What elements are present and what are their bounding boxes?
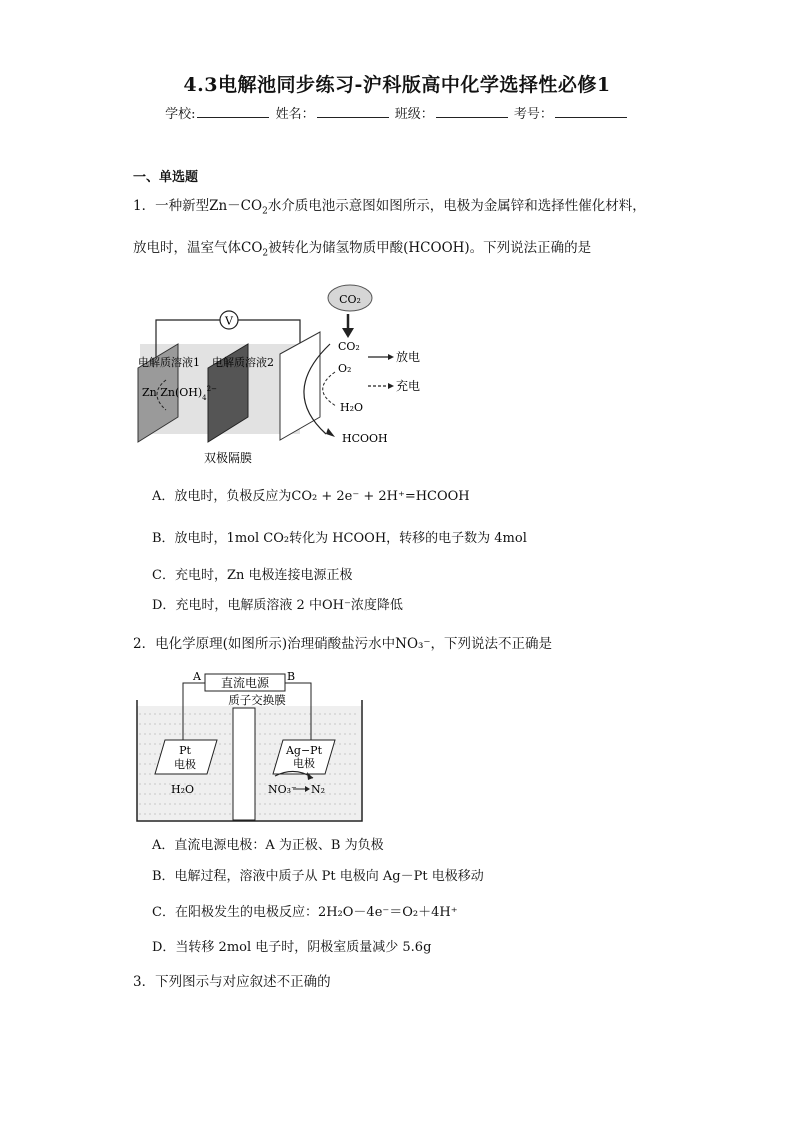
q2-option-a: A．直流电源电极：A 为正极、B 为负极 xyxy=(152,838,384,853)
q1-option-a: A．放电时，负极反应为CO₂ + 2e⁻ + 2H⁺=HCOOH xyxy=(152,489,470,504)
q1-formula-text: Zn－CO xyxy=(209,198,263,214)
charge-legend-label: 充电 xyxy=(396,379,421,393)
name-label: 姓名： xyxy=(275,107,315,122)
q1-formula xyxy=(209,198,268,217)
q2-text-b: ，下列说法不正确是 xyxy=(430,636,553,652)
class-label: 班级： xyxy=(394,107,434,122)
membrane-label: 双极隔膜 xyxy=(204,451,253,465)
q1-text-c: 放电时，温室气体 xyxy=(133,240,241,256)
number-label: 考号： xyxy=(513,107,553,122)
solution2-label: 电解质溶液2 xyxy=(212,356,274,369)
number-blank xyxy=(555,105,627,118)
terminal-b-label: B xyxy=(287,670,296,683)
discharge-legend-arrowhead xyxy=(388,354,394,360)
q2-text-a: 2．电化学原理(如图所示)治理硝酸盐污水中 xyxy=(133,636,396,652)
section-heading: 一、单选题 xyxy=(133,170,199,185)
q1-text-d: 被转化为储氢物质甲酸(HCOOH)。下列说法正确的是 xyxy=(268,240,592,256)
co2-down-arrowhead xyxy=(342,328,354,338)
school-label: 学校: xyxy=(165,107,196,122)
zn-charge: 2− xyxy=(206,385,217,393)
zn-sub: 4 xyxy=(202,394,207,402)
q1-option-b: B．放电时，1mol CO₂转化为 HCOOH，转移的电子数为 4mol xyxy=(152,531,527,546)
q1-stem-line2 xyxy=(133,238,591,264)
q1-battery-diagram xyxy=(130,282,430,470)
co2-label: CO₂ xyxy=(338,340,360,353)
q3-stem: 3．下列图示与对应叙述不正确的 xyxy=(133,974,331,990)
terminal-a-label: A xyxy=(193,670,201,683)
q2-option-d: D．当转移 2mol 电子时，阴极室质量减少 5.6g xyxy=(152,940,432,955)
q2-option-b: B．电解过程，溶液中质子从 Pt 电极向 Ag－Pt 电极移动 xyxy=(152,869,484,884)
q1-text-a: 1．一种新型 xyxy=(133,198,210,214)
q1-stem-line1 xyxy=(133,196,646,222)
agpt-electrode-label: 电极 xyxy=(293,757,315,770)
n2-label: N₂ xyxy=(311,783,326,796)
o2-cycle-arrow xyxy=(323,372,336,406)
q2-stem xyxy=(133,634,552,654)
power-supply-label: 直流电源 xyxy=(220,676,270,690)
discharge-legend-label: 放电 xyxy=(396,350,421,364)
student-info-line xyxy=(0,103,794,122)
page-title: 4.3电解池同步练习-沪科版高中化学选择性必修1 xyxy=(183,74,611,96)
q2-no3: NO₃⁻ xyxy=(395,636,431,652)
q1-co2: $CO_2$ xyxy=(241,240,269,259)
o2-label: O₂ xyxy=(338,362,352,375)
agpt-label: Ag−Pt xyxy=(285,744,323,757)
solution1-label: 电解质溶液1 xyxy=(138,356,200,369)
school-blank xyxy=(197,105,269,118)
voltmeter-label: V xyxy=(225,314,233,328)
pt-electrode-label: 电极 xyxy=(174,758,196,771)
hcooh-label: HCOOH xyxy=(342,432,388,445)
charge-legend-arrowhead xyxy=(388,383,394,389)
q2-option-c: C．在阳极发生的电极反应：2H₂O－4e⁻＝O₂＋4H⁺ xyxy=(152,905,458,920)
hcooh-arrowhead xyxy=(326,428,335,437)
zn-text: Zn Zn(OH) xyxy=(142,386,203,399)
membrane-label: 质子交换膜 xyxy=(228,693,286,707)
q2-electrolysis-diagram xyxy=(135,666,365,824)
q1-option-c: C．充电时，Zn 电极连接电源正极 xyxy=(152,568,353,583)
proton-exchange-membrane xyxy=(233,708,255,820)
pt-label: Pt xyxy=(179,744,191,757)
h2o-label: H₂O xyxy=(340,401,364,414)
q1-formula-sub: 2 xyxy=(262,206,268,217)
q1-text-b: 水介质电池示意图如图所示，电极为金属锌和选择性催化材料， xyxy=(267,198,646,214)
name-blank xyxy=(317,105,389,118)
q1-option-d: D．充电时，电解质溶液 2 中OH⁻浓度降低 xyxy=(152,598,403,613)
co2-cloud-label: CO₂ xyxy=(339,293,361,306)
no3-label: NO₃⁻ xyxy=(268,783,297,796)
class-blank xyxy=(436,105,508,118)
h2o-label: H₂O xyxy=(171,783,195,796)
